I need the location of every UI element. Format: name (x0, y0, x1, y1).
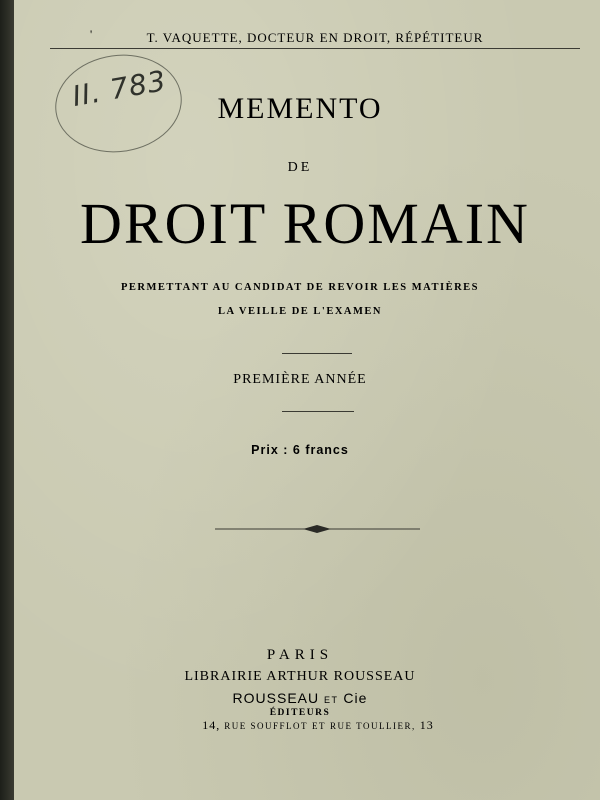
main-title: DROIT ROMAIN (80, 191, 530, 256)
publisher-role: ÉDITEURS (269, 708, 331, 718)
address-number-2: 13 (419, 718, 434, 732)
header-rule (50, 48, 580, 49)
address-et: ET (312, 721, 327, 731)
subtitle-line-2: LA VEILLE DE L'EXAMEN (217, 306, 383, 317)
publisher-address (18, 718, 600, 733)
price-label: Prix : 6 francs (251, 443, 349, 457)
divider-upper (282, 353, 352, 354)
address-number-1: 14, (202, 718, 221, 732)
firm-cie: Cie (343, 690, 368, 706)
subtitle-line-1: PERMETTANT AU CANDIDAT DE REVOIR LES MATIÈRES (120, 282, 480, 293)
publisher-city: PARIS (266, 647, 334, 663)
divider-lower (282, 411, 354, 412)
shelf-mark: II. 783 (69, 64, 169, 113)
firm-et: ET (324, 695, 339, 705)
address-street-1: RUE SOUFFLOT (224, 721, 309, 731)
address-street-2: RUE TOULLIER, (330, 721, 416, 731)
ornamental-rule (215, 523, 420, 535)
edition-label: PREMIÈRE ANNÉE (233, 372, 367, 387)
firm-main: ROUSSEAU (232, 690, 320, 706)
publisher-firm (0, 690, 600, 706)
author-line: T. VAQUETTE, DOCTEUR EN DROIT, RÉPÉTITEUR (146, 30, 484, 45)
printer-mark: ' (90, 27, 93, 41)
title-de: DE (287, 160, 313, 175)
publisher-name: LIBRAIRIE ARTHUR ROUSSEAU (184, 669, 416, 684)
title-memento: MEMENTO (217, 92, 383, 125)
